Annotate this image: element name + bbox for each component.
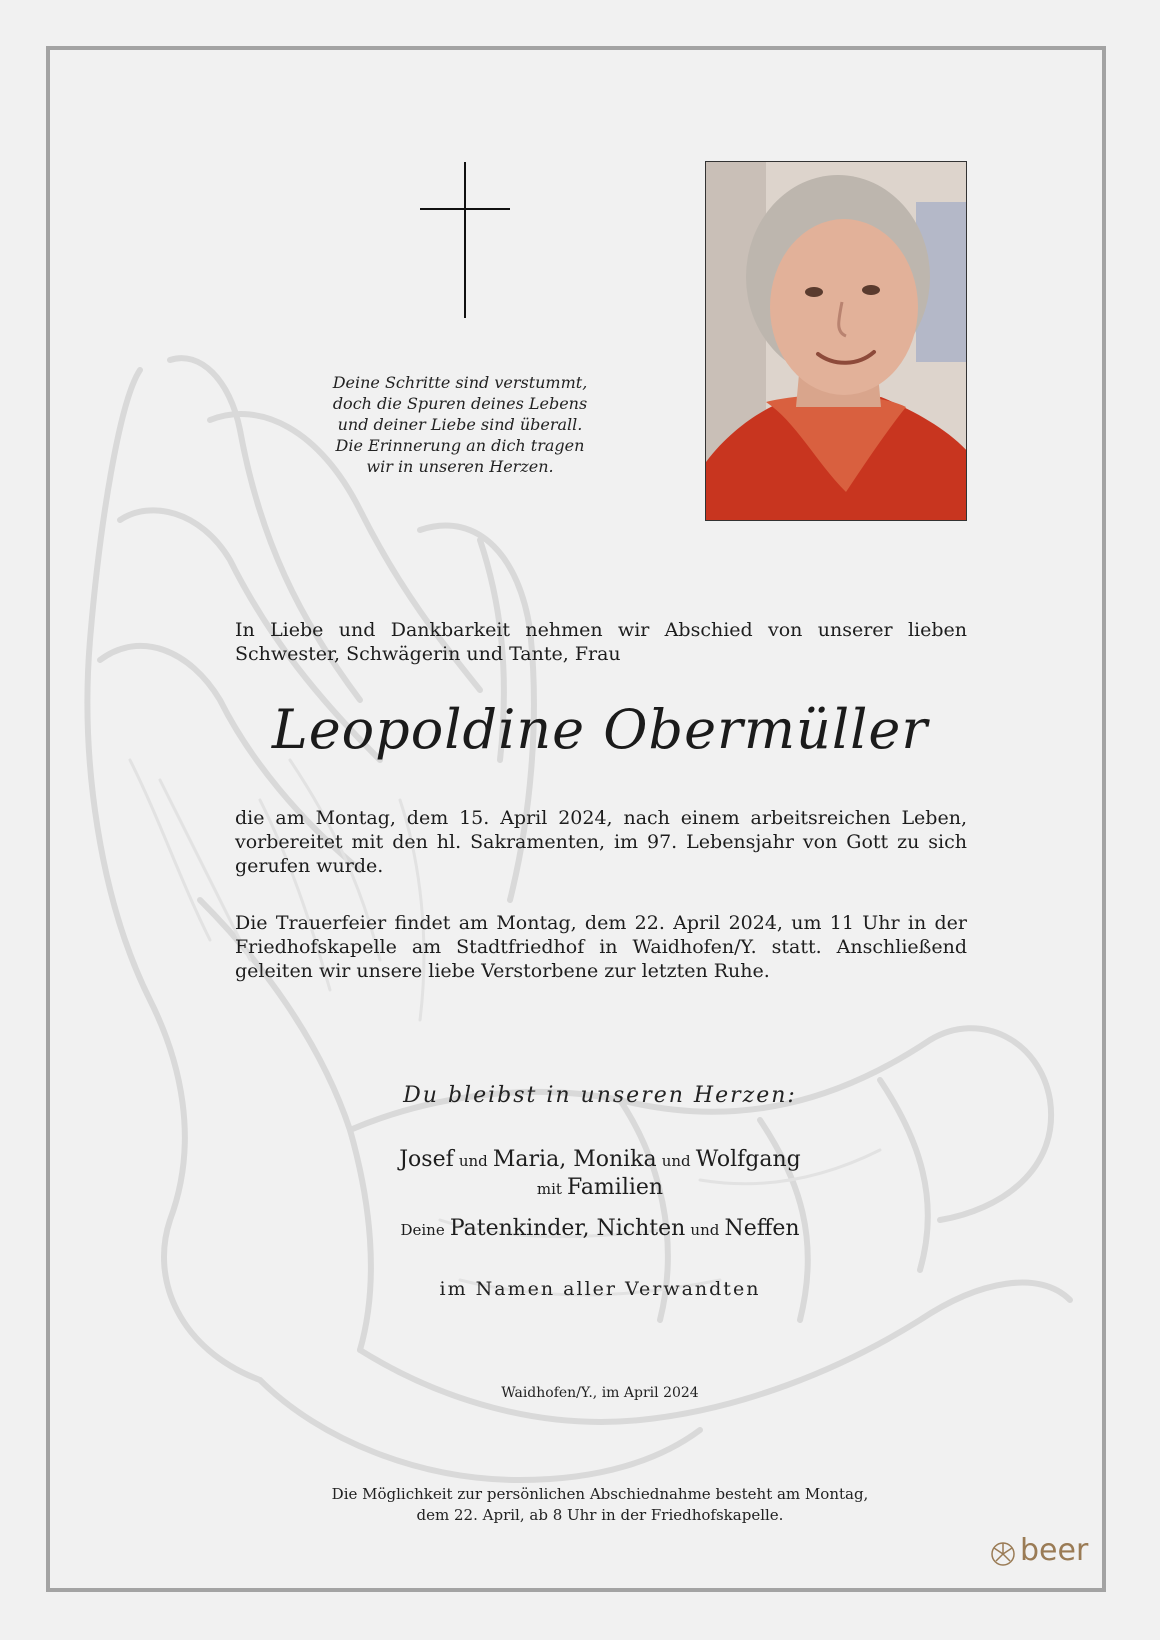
funeral-info-text: Die Trauerfeier findet am Montag, dem 22. April 2024, um 11 Uhr in der Friedhofskapelle am Stadtfriedhof in Waidhofen/Y. statt. Anschließend geleiten wir unsere liebe Verstorbene zur letzten Ruhe. [235,912,967,982]
connector-word: und [690,1221,720,1239]
viewing-note-line: dem 22. April, ab 8 Uhr in der Friedhofskapelle. [416,1506,784,1524]
mourner-name: Maria, Monika [492,1147,657,1172]
poem-line: Die Erinnerung an dich tragen [335,436,585,455]
connector-word: mit [536,1180,562,1198]
death-announcement-text: die am Montag, dem 15. April 2024, nach einem arbeitsreichen Leben, vorbereitet mit den hl. Sakramenten, im 97. Lebensjahr von Gott zu sich gerufen wurde. [235,807,967,877]
cross-icon [420,162,510,318]
intro-text: In Liebe und Dankbarkeit nehmen wir Abschied von unserer lieben Schwester, Schwägerin und Tante, Frau [235,619,967,665]
poem-line: und deiner Liebe sind überall. [337,415,583,434]
connector-word: und [458,1152,488,1170]
mourners-line-2 [250,1175,950,1200]
logo-text: beer [1020,1533,1089,1568]
remembrance-subtitle: Du bleibst in unseren Herzen: [403,1083,797,1108]
place-date: Waidhofen/Y., im April 2024 [501,1385,699,1401]
relatives-line: im Namen aller Verwandten [439,1278,761,1300]
mourner-name: Patenkinder, Nichten [449,1216,686,1241]
portrait-photo [705,161,967,521]
mourners-line-3 [250,1216,950,1241]
connector-word: und [661,1152,691,1170]
poem-line: Deine Schritte sind verstummt, [332,373,588,392]
viewing-note [230,1484,970,1526]
poem-line: doch die Spuren deines Lebens [332,394,588,413]
connector-word: Deine [400,1221,445,1239]
mourner-name: Josef [399,1147,454,1172]
viewing-note-line: Die Möglichkeit zur persönlichen Abschiednahme besteht am Montag, [331,1485,869,1503]
mourner-name: Wolfgang [695,1147,801,1172]
memorial-poem [300,372,620,477]
mourner-name: Familien [567,1175,664,1200]
deceased-name: Leopoldine Obermüller [271,698,929,761]
mourner-name: Neffen [724,1216,800,1241]
portrait-illustration [706,162,967,521]
mourners-line-1 [250,1147,950,1172]
poem-line: wir in unseren Herzen. [366,457,554,476]
